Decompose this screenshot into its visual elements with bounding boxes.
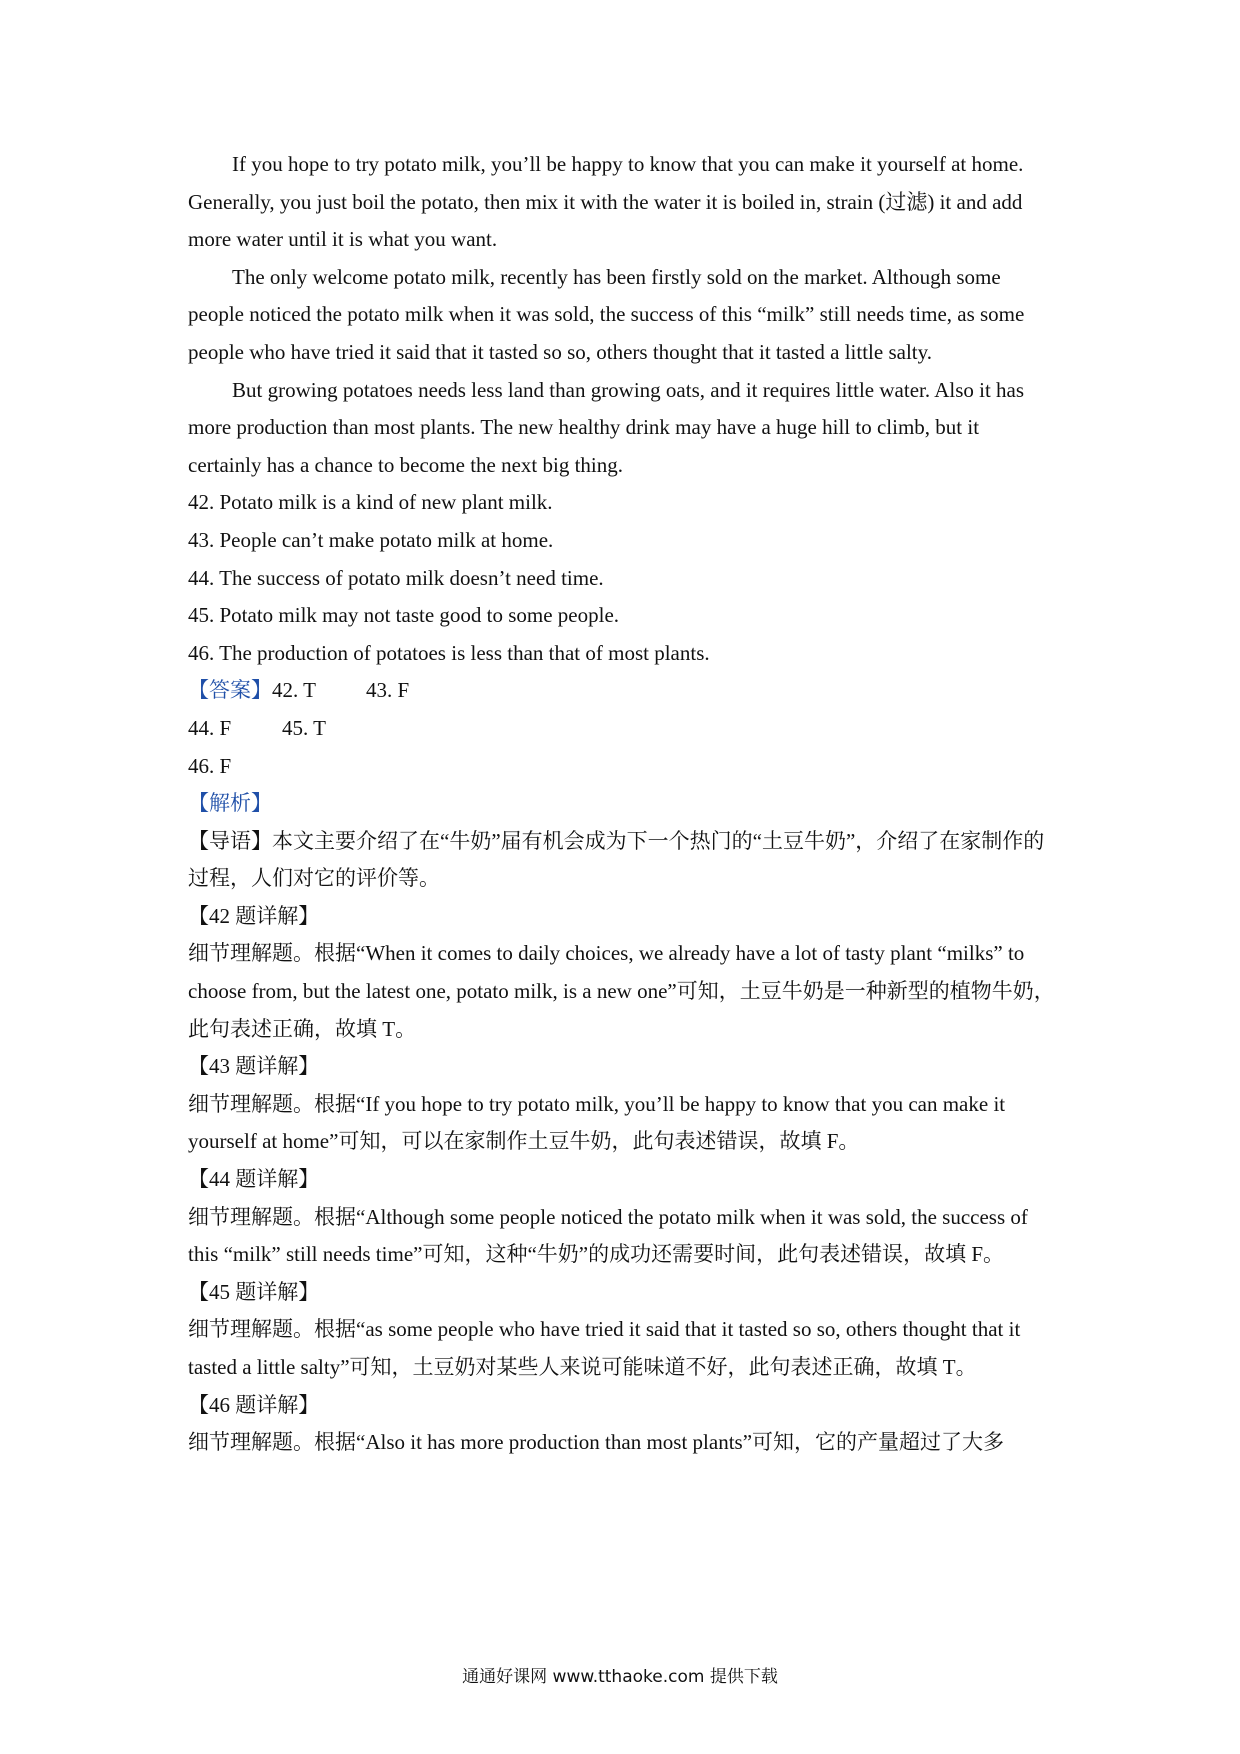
question-45: 45. Potato milk may not taste good to some people. [188,603,620,628]
answer-43: 43. F [366,678,410,703]
question-43: 43. People can’t make potato milk at home. [188,527,554,552]
detail-43-label: 【43 题详解】 [188,1054,320,1079]
passage-paragraph-3: But growing potatoes needs less land than growing oats, and it requires little water. Also it has more production than most plants. The new healthy drink may have a huge hill to climb, but it certainly has a chance to become the next big thing. [188,377,1025,477]
detail-44-text: 细节理解题。根据“Although some people noticed the potato milk when it was sold, the success of this “milk” still needs time”可知，这种“牛奶”的成功还需要时间，此句表述错误，故填 F。 [188,1204,1028,1267]
answer-line-1 [188,672,1056,710]
analysis-label: 【解析】 [188,791,272,816]
detail-42-text: 细节理解题。根据“When it comes to daily choices, we already have a lot of tasty plant “milks” to choose from, but the latest one, potato milk, is a new one”可知，土豆牛奶是一种新型的植物牛奶，此句表述正确，故填 T。 [188,941,1055,1041]
passage-paragraph-1: If you hope to try potato milk, you’ll be happy to know that you can make it yourself at home. Generally, you just boil the potato, then mix it with the water it is boiled in, strain (过滤) it and add more water until it is what you want. [188,152,1024,252]
question-42: 42. Potato milk is a kind of new plant milk. [188,490,553,515]
detail-44-label: 【44 题详解】 [188,1167,320,1192]
answer-45: 45. T [282,715,326,740]
detail-45-label: 【45 题详解】 [188,1279,320,1304]
passage-paragraph-2: The only welcome potato milk, recently has been firstly sold on the market. Although some people noticed the potato milk when it was sold, the success of this “milk” still needs time, as some people who have tried it said that it tasted so so, others thought that it tasted a little salty. [188,264,1025,364]
detail-46-label: 【46 题详解】 [188,1392,320,1417]
answer-44: 44. F [188,715,232,740]
answer-42: 42. T [272,678,316,703]
question-44: 44. The success of potato milk doesn’t need time. [188,565,604,590]
answer-line-2 [188,710,1056,748]
detail-46-text: 细节理解题。根据“Also it has more production than most plants”可知，它的产量超过了大多 [188,1430,1005,1455]
guide-section [188,823,1056,898]
answer-line-3 [188,748,1056,786]
guide-text: 本文主要介绍了在“牛奶”届有机会成为下一个热门的“土豆牛奶”，介绍了在家制作的过程，人们对它的评价等。 [188,828,1045,891]
detail-45-text: 细节理解题。根据“as some people who have tried it said that it tasted so so, others thought that it tasted a little salty”可知，土豆奶对某些人来说可能味道不好，此句表述正确，故填 T。 [188,1317,1021,1379]
answer-46: 46. F [188,753,232,778]
document-body [188,146,1056,1462]
question-46: 46. The production of potatoes is less than that of most plants. [188,640,710,665]
detail-43-text: 细节理解题。根据“If you hope to try potato milk, you’ll be happy to know that you can make it yourself at home”可知，可以在家制作土豆牛奶，此句表述错误，故填 F。 [188,1091,1006,1154]
detail-42-label: 【42 题详解】 [188,903,320,928]
answer-label: 【答案】 [188,678,272,703]
page-footer: 通通好课网 www.tthaoke.com 提供下载 [462,1667,778,1687]
guide-label: 【导语】 [188,828,272,853]
